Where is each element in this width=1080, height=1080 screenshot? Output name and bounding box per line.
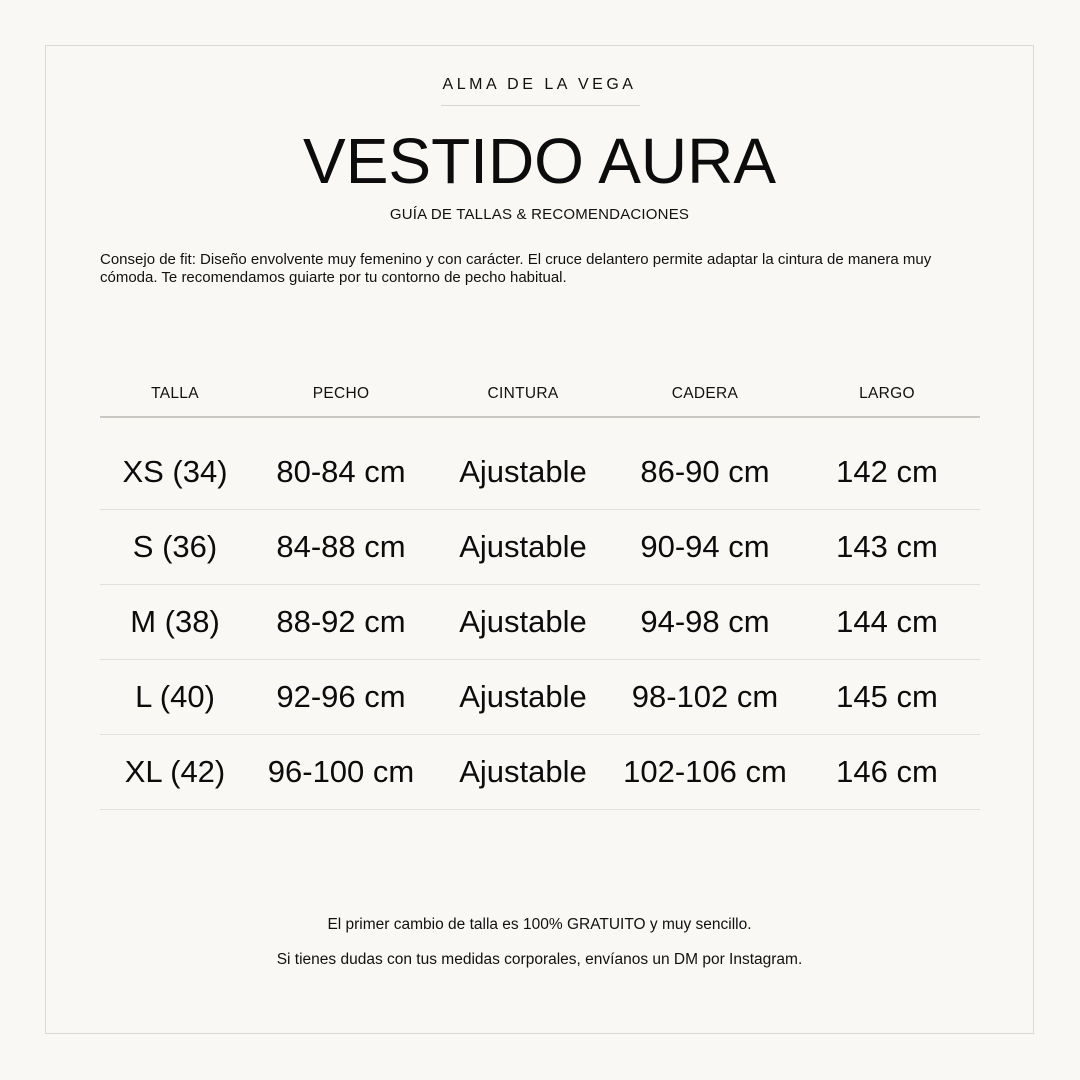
cell-largo: 145 cm [836, 679, 938, 714]
cell-pecho: 88-92 cm [276, 604, 406, 639]
table-row [100, 435, 980, 510]
cell-talla: M (38) [130, 604, 220, 639]
cell-talla: XL (42) [124, 754, 226, 789]
cell-largo: 143 cm [836, 529, 938, 564]
table-row [100, 735, 980, 810]
cell-pecho: 92-96 cm [276, 679, 406, 714]
header-cintura: CINTURA [487, 384, 559, 402]
header-talla: TALLA [151, 384, 199, 402]
header-cadera: CADERA [671, 384, 739, 402]
brand-name: ALMA DE LA VEGA [442, 76, 637, 93]
cell-cintura: Ajustable [459, 454, 587, 489]
cell-cadera: 86-90 cm [640, 454, 770, 489]
cell-cintura: Ajustable [459, 679, 587, 714]
cell-largo: 142 cm [836, 454, 938, 489]
cell-pecho: 96-100 cm [267, 754, 415, 789]
cell-cadera: 90-94 cm [640, 529, 770, 564]
footer-exchange-note: El primer cambio de talla es 100% GRATUITO y muy sencillo. [327, 916, 752, 933]
footer-contact-note: Si tienes dudas con tus medidas corporales, envíanos un DM por Instagram. [276, 951, 803, 968]
cell-cadera: 94-98 cm [640, 604, 770, 639]
table-row [100, 585, 980, 660]
table-row [100, 510, 980, 585]
cell-cintura: Ajustable [459, 754, 587, 789]
header-largo: LARGO [859, 384, 915, 402]
cell-cadera: 102-106 cm [623, 754, 787, 789]
cell-talla: L (40) [135, 679, 215, 714]
table-row [100, 660, 980, 735]
cell-cintura: Ajustable [459, 529, 587, 564]
cell-talla: S (36) [132, 529, 218, 564]
header-pecho: PECHO [312, 384, 370, 402]
fit-tip-text: Consejo de fit: Diseño envolvente muy femenino y con carácter. El cruce delantero permite adaptar la cintura de manera muy cómoda. Te recomendamos guiarte por tu contorno de pecho habitual. [100, 251, 932, 286]
size-table [100, 371, 980, 810]
cell-cadera: 98-102 cm [631, 679, 779, 714]
table-body [100, 435, 980, 810]
cell-talla: XS (34) [122, 454, 228, 489]
guide-subtitle: GUÍA DE TALLAS & RECOMENDACIONES [389, 206, 690, 223]
cell-pecho: 84-88 cm [276, 529, 406, 564]
brand-divider [441, 105, 640, 106]
size-guide-card [45, 45, 1034, 1034]
cell-largo: 146 cm [836, 754, 938, 789]
cell-pecho: 80-84 cm [276, 454, 406, 489]
product-title: VESTIDO AURA [303, 125, 776, 197]
cell-cintura: Ajustable [459, 604, 587, 639]
table-header [100, 371, 980, 418]
cell-largo: 144 cm [836, 604, 938, 639]
